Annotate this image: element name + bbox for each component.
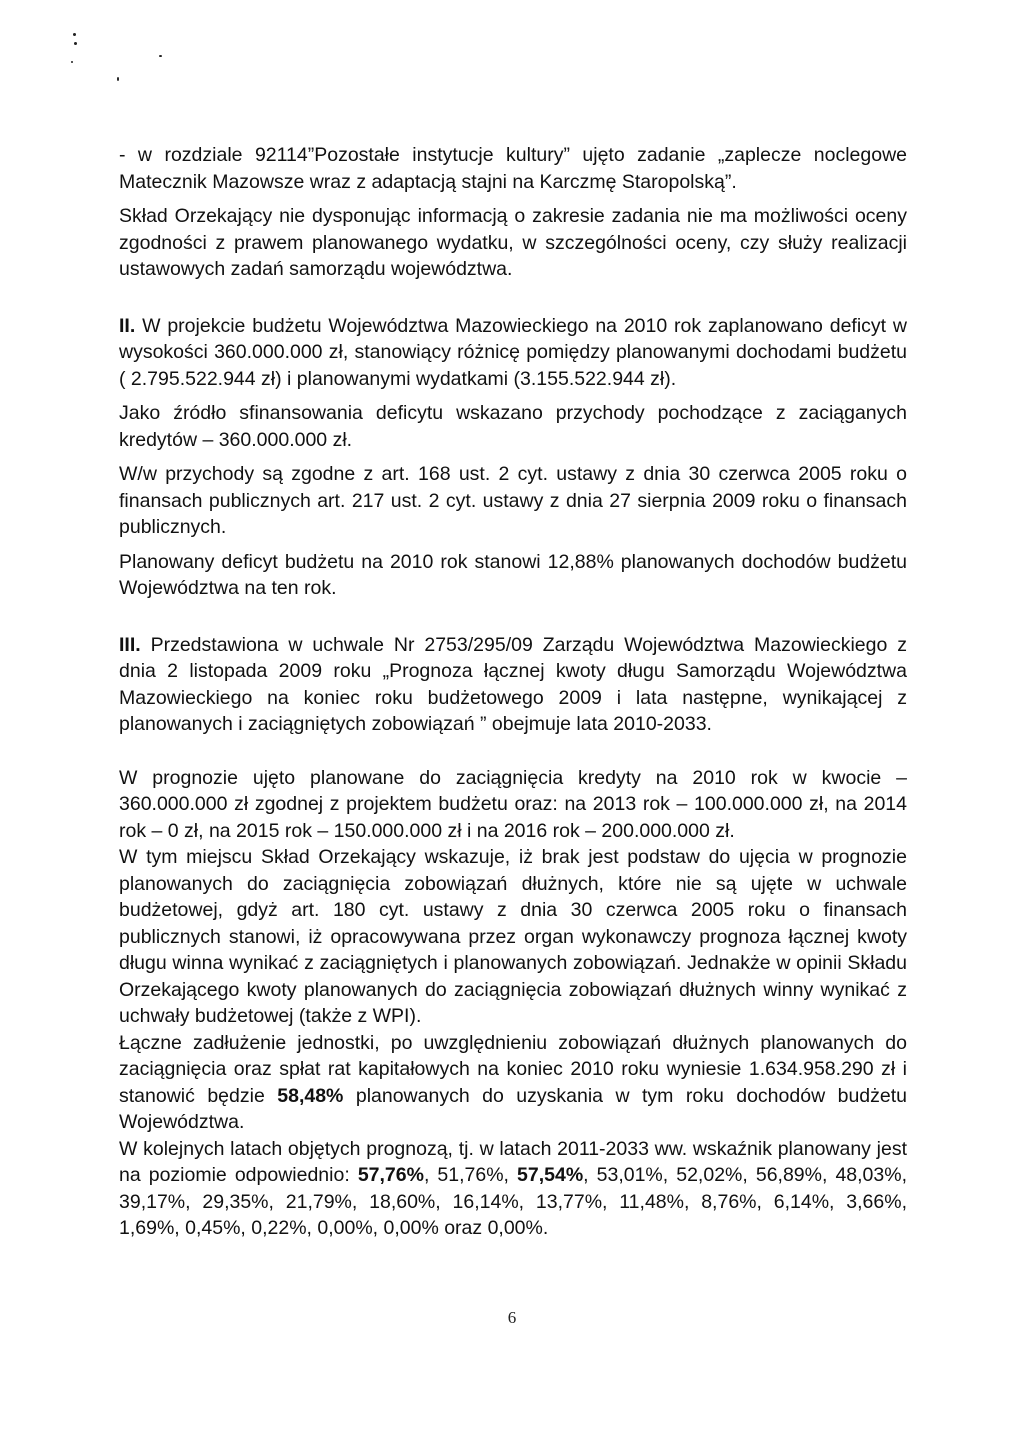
debt-ratio-2011: 57,76% xyxy=(357,1164,424,1186)
scan-speck xyxy=(159,55,162,57)
paragraph-zadluzenie xyxy=(119,1030,907,1136)
paragraph-prognoza-kredyty: W prognozie ujęto planowane do zaciągnięcia kredyty na 2010 rok w kwocie – 360.000.000 zł zgodnej z projektem budżetu oraz: na 2013 rok – 100.000.000 zł, na 2014 rok – 0 zł, na 2015 rok – 150.000.000 zł i na 2016 rok – 200.000.000 zł. xyxy=(119,766,907,842)
paragraph-text: Przedstawiona w uchwale Nr 2753/295/09 Zarządu Województwa Mazowieckiego z dnia 2 listopada 2009 roku „Prognoza łącznej kwoty długu Samorządu Województwa Mazowieckiego na koniec roku budżetowego 2009 i lata następne, wynikającej z planowanych i zaciągniętych zobowiązań ” obejmuje lata 2010-2033. xyxy=(119,633,907,735)
page-number: 6 xyxy=(507,1308,517,1327)
paragraph-text: planowanych do uzyskania w tym roku dochodów budżetu Województwa. xyxy=(119,1084,907,1133)
scan-speck xyxy=(73,33,76,36)
paragraph-text: , 51,76%, xyxy=(423,1164,518,1186)
scan-speck xyxy=(74,42,77,45)
paragraph-rozdzial: - w rozdziale 92114”Pozostałe instytucje kultury” ujęto zadanie „zaplecze noclegowe Matecznik Mazowsze wraz z adaptacją stajni na Karczmę Staropolską”. xyxy=(119,144,907,193)
paragraph-zrodlo-finansowania: Jako źródło sfinansowania deficytu wskazano przychody pochodzące z zaciąganych kredytów – 360.000.000 zł. xyxy=(119,402,907,451)
paragraph-deficyt: Planowany deficyt budżetu na 2010 rok stanowi 12,88% planowanych dochodów budżetu Województwa na ten rok. xyxy=(119,550,907,599)
paragraph-zgodnosc: W/w przychody są zgodne z art. 168 ust. 2 cyt. ustawy z dnia 30 czerwca 2005 roku o finansach publicznych art. 217 ust. 2 cyt. ustawy z dnia 27 sierpnia 2009 roku o finansach publicznych. xyxy=(119,463,907,538)
scan-speck xyxy=(117,77,119,81)
paragraph-text: W projekcie budżetu Województwa Mazowieckiego na 2010 rok zaplanowano deficyt w wysokości 360.000.000 zł, stanowiący różnicę pomiędzy planowanymi dochodami budżetu ( 2.795.522.944 zł) i planowanymi wydatkami (3.155.522.944 zł). xyxy=(119,314,907,390)
paragraph-section-iii xyxy=(119,632,907,738)
paragraph-text: , 53,01%, 52,02%, 56,89%, 48,03%, 39,17%, 29,35%, 21,79%, 18,60%, 16,14%, 13,77%, 11,48%, 8,76%, 6,14%, 3,66%, 1,69%, 0,45%, 0,22%, 0,00%, 0,00% oraz 0,00%. xyxy=(119,1164,908,1239)
document-body xyxy=(119,142,907,1242)
debt-ratio-2013: 57,54% xyxy=(517,1164,584,1186)
paragraph-wskazniki xyxy=(119,1136,907,1242)
scan-speck xyxy=(71,61,73,63)
paragraph-sklad-orzekajacy: Skład Orzekający nie dysponując informacją o zakresie zadania nie ma możliwości oceny zgodności z prawem planowanego wydatku, w szczególności oceny, czy służy realizacji ustawowych zadań samorządu województwa. xyxy=(119,205,907,280)
debt-ratio-2010: 58,48% xyxy=(277,1084,344,1107)
section-number: III. xyxy=(119,633,141,656)
paragraph-wskazanie: W tym miejscu Skład Orzekający wskazuje, iż brak jest podstaw do ujęcia w prognozie planowanych do zaciągnięcia zobowiązań dłużnych, które nie są ujęte w uchwale budżetowej, gdyż art. 180 cyt. ustawy z dnia 30 czerwca 2005 roku o finansach publicznych stanowi, iż opracowywana przez organ wykonawczy prognoza łącznej kwoty długu winna wynikać z zaciągniętych i planowanych zobowiązań. Jednakże w opinii Składu Orzekającego kwoty planowanych do zaciągnięcia zobowiązań dłużnych winny wynikać z uchwały budżetowej (także z WPI). xyxy=(119,846,907,1027)
paragraph-section-ii xyxy=(119,313,907,393)
paragraph-text: Łączne zadłużenie jednostki, po uwzględnieniu zobowiązań dłużnych planowanych do zaciągnięcia oraz spłat rat kapitałowych na koniec 2010 roku wyniesie 1.634.958.290 zł i stanowić będzie xyxy=(119,1031,907,1107)
paragraph-text: W kolejnych latach objętych prognozą, tj. w latach 2011-2033 ww. wskaźnik planowany jest na poziomie odpowiednio: xyxy=(119,1137,907,1186)
section-number: II. xyxy=(119,314,136,337)
